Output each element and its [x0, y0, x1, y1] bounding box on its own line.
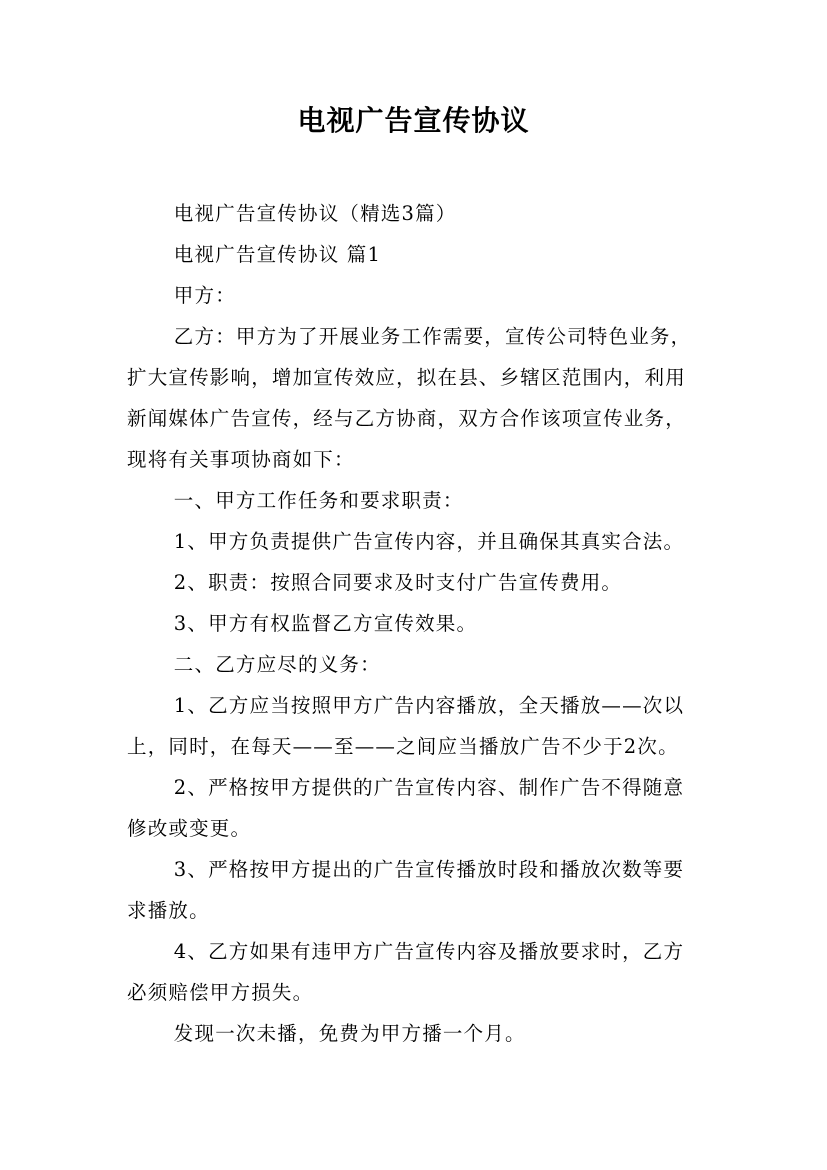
paragraph-party-b-intro: 乙方：甲方为了开展业务工作需要，宣传公司特色业务，扩大宣传影响，增加宣传效应，拟在县、乡辖区范围内，利用新闻媒体广告宣传，经与乙方协商，双方合作该项宣传业务，现将有关事项协商如下： — [127, 325, 692, 471]
paragraph-clause-1-2: 2、职责：按照合同要求及时支付广告宣传费用。 — [173, 571, 623, 594]
paragraph-clause-1-3: 3、甲方有权监督乙方宣传效果。 — [173, 612, 478, 635]
document-title: 电视广告宣传协议 — [297, 104, 530, 137]
paragraph-clause-2-note: 发现一次未播，免费为甲方播一个月。 — [173, 1022, 526, 1045]
paragraph-clause-heading-2: 二、乙方应尽的义务： — [173, 653, 381, 676]
paragraph-clause-2-2: 2、严格按甲方提供的广告宣传内容、制作广告不得随意修改或变更。 — [127, 776, 685, 840]
paragraph-clause-heading-1: 一、甲方工作任务和要求职责： — [173, 489, 464, 512]
paragraph-subtitle: 电视广告宣传协议（精选3篇） — [173, 202, 457, 225]
paragraph-section-heading: 电视广告宣传协议 篇1 — [173, 243, 382, 266]
paragraph-party-a: 甲方： — [173, 284, 236, 307]
paragraph-clause-2-4: 4、乙方如果有违甲方广告宣传内容及播放要求时，乙方必须赔偿甲方损失。 — [127, 940, 685, 1004]
document-body — [127, 193, 702, 1054]
paragraph-clause-2-3: 3、严格按甲方提出的广告宣传播放时段和播放次数等要求播放。 — [127, 858, 685, 922]
paragraph-clause-1-1: 1、甲方负责提供广告宣传内容，并且确保其真实合法。 — [173, 530, 685, 553]
paragraph-clause-2-1: 1、乙方应当按照甲方广告内容播放，全天播放——次以上，同时，在每天——至——之间应当播放广告不少于2次。 — [127, 694, 685, 758]
